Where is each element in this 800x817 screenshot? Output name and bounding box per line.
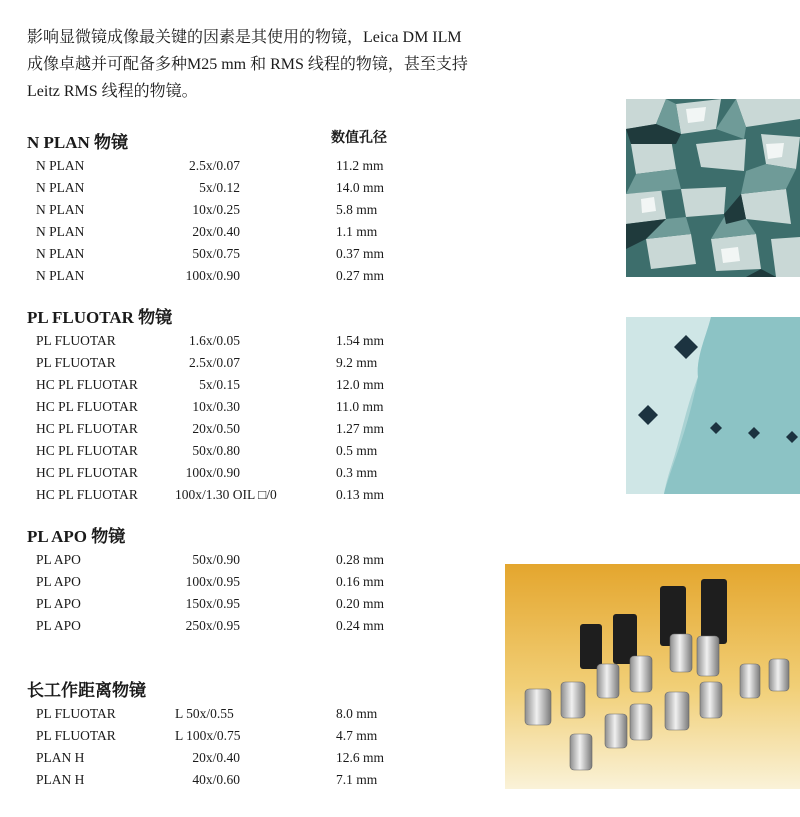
magnification-na: 50x/0.75 <box>192 246 240 261</box>
objective-row <box>27 725 487 747</box>
objective-row <box>27 374 487 396</box>
objective-name: HC PL FLUOTAR <box>36 377 138 392</box>
objective-name: PLAN H <box>36 772 85 787</box>
objective-row <box>27 593 487 615</box>
aperture-value: 1.27 mm <box>336 421 385 436</box>
magnification-na: 5x/0.15 <box>199 377 240 392</box>
objective-row <box>27 199 487 221</box>
magnification-na: 50x/0.90 <box>192 552 240 567</box>
objective-name: HC PL FLUOTAR <box>36 487 138 502</box>
aperture-value: 14.0 mm <box>336 180 385 195</box>
magnification-na: 20x/0.40 <box>192 750 240 765</box>
aperture-value: 0.13 mm <box>336 487 385 502</box>
objective-row <box>27 330 487 352</box>
aperture-column-header: 数值孔径 <box>331 130 387 146</box>
magnification-na: 20x/0.40 <box>192 224 240 239</box>
objective-name: PL APO <box>36 574 81 589</box>
objectives-image <box>505 564 800 789</box>
objective-row <box>27 703 487 725</box>
objective-name: N PLAN <box>36 246 85 261</box>
intro-paragraph <box>27 24 547 105</box>
aperture-value: 0.28 mm <box>336 552 385 567</box>
objective-name: PLAN H <box>36 750 85 765</box>
magnification-na: 100x/0.95 <box>185 574 240 589</box>
objective-list <box>27 703 487 791</box>
magnification-na: 10x/0.25 <box>192 202 240 217</box>
objective-list <box>27 330 487 506</box>
objective-row <box>27 549 487 571</box>
objective-name: HC PL FLUOTAR <box>36 465 138 480</box>
aperture-value: 1.1 mm <box>336 224 378 239</box>
objectives-photo <box>505 564 800 789</box>
objective-row <box>27 155 487 177</box>
magnification-na: L 50x/0.55 <box>175 706 234 721</box>
magnification-na: 20x/0.50 <box>192 421 240 436</box>
intro-line: 成像卓越并可配备多种M25 mm 和 RMS 线程的物镜，甚至支持 <box>27 56 468 73</box>
objective-row <box>27 177 487 199</box>
objective-row <box>27 747 487 769</box>
objective-row <box>27 769 487 791</box>
section-pl-fluotar <box>27 306 487 506</box>
objective-row <box>27 352 487 374</box>
magnification-na: 100x/0.90 <box>185 465 240 480</box>
objective-row <box>27 484 487 506</box>
section-title: N PLAN 物镜 <box>27 133 129 152</box>
aperture-value: 12.0 mm <box>336 377 385 392</box>
magnification-na: 10x/0.30 <box>192 399 240 414</box>
aperture-value: 0.3 mm <box>336 465 378 480</box>
magnification-na: 2.5x/0.07 <box>188 158 240 173</box>
section-title: PL APO 物镜 <box>27 527 126 546</box>
magnification-na: 2.5x/0.07 <box>188 355 240 370</box>
aperture-value: 1.54 mm <box>336 333 385 348</box>
objective-name: PL FLUOTAR <box>36 706 116 721</box>
objective-row <box>27 571 487 593</box>
grain-structure-image <box>626 99 800 277</box>
objective-name: HC PL FLUOTAR <box>36 443 138 458</box>
aperture-value: 4.7 mm <box>336 728 378 743</box>
aperture-value: 11.0 mm <box>336 399 384 414</box>
aperture-value: 0.20 mm <box>336 596 385 611</box>
objective-name: N PLAN <box>36 180 85 195</box>
aperture-value: 0.37 mm <box>336 246 385 261</box>
magnification-na: 50x/0.80 <box>192 443 240 458</box>
magnification-na: 150x/0.95 <box>185 596 240 611</box>
objective-name: PL APO <box>36 552 81 567</box>
aperture-value: 8.0 mm <box>336 706 378 721</box>
grain-structure-photo <box>626 99 800 277</box>
intro-line: Leitz RMS 线程的物镜。 <box>27 83 198 100</box>
objective-row <box>27 615 487 637</box>
objective-row <box>27 462 487 484</box>
section-n-plan <box>27 131 487 287</box>
magnification-na: L 100x/0.75 <box>175 728 241 743</box>
aperture-value: 0.5 mm <box>336 443 378 458</box>
aperture-value: 5.8 mm <box>336 202 378 217</box>
aperture-value: 0.16 mm <box>336 574 385 589</box>
aperture-value: 0.24 mm <box>336 618 385 633</box>
objective-list <box>27 549 487 637</box>
objective-row <box>27 440 487 462</box>
objective-row <box>27 221 487 243</box>
magnification-na: 100x/1.30 OIL □/0 <box>175 487 277 502</box>
magnification-na: 1.6x/0.05 <box>188 333 240 348</box>
objective-name: PL FLUOTAR <box>36 355 116 370</box>
objective-name: N PLAN <box>36 224 85 239</box>
magnification-na: 100x/0.90 <box>185 268 240 283</box>
objective-name: PL FLUOTAR <box>36 333 116 348</box>
aperture-value: 7.1 mm <box>336 772 378 787</box>
aperture-value: 0.27 mm <box>336 268 385 283</box>
objective-name: HC PL FLUOTAR <box>36 399 138 414</box>
objective-name: N PLAN <box>36 268 85 283</box>
objective-name: HC PL FLUOTAR <box>36 421 138 436</box>
magnification-na: 5x/0.12 <box>199 180 240 195</box>
objective-row <box>27 243 487 265</box>
indentation-photo <box>626 317 800 494</box>
objective-list <box>27 155 487 287</box>
objective-name: PL APO <box>36 596 81 611</box>
objective-row <box>27 265 487 287</box>
section-title: 长工作距离物镜 <box>27 681 146 700</box>
objective-row <box>27 396 487 418</box>
objective-row <box>27 418 487 440</box>
magnification-na: 250x/0.95 <box>185 618 240 633</box>
objective-name: N PLAN <box>36 158 85 173</box>
indentation-image <box>626 317 800 494</box>
aperture-value: 11.2 mm <box>336 158 384 173</box>
objective-name: N PLAN <box>36 202 85 217</box>
aperture-value: 9.2 mm <box>336 355 378 370</box>
section-title: PL FLUOTAR 物镜 <box>27 308 173 327</box>
magnification-na: 40x/0.60 <box>192 772 240 787</box>
objective-name: PL APO <box>36 618 81 633</box>
section-long-working-distance <box>27 679 487 791</box>
objective-name: PL FLUOTAR <box>36 728 116 743</box>
section-pl-apo <box>27 525 487 637</box>
aperture-value: 12.6 mm <box>336 750 385 765</box>
intro-line: 影响显微镜成像最关键的因素是其使用的物镜，Leica DM ILM <box>27 29 462 46</box>
